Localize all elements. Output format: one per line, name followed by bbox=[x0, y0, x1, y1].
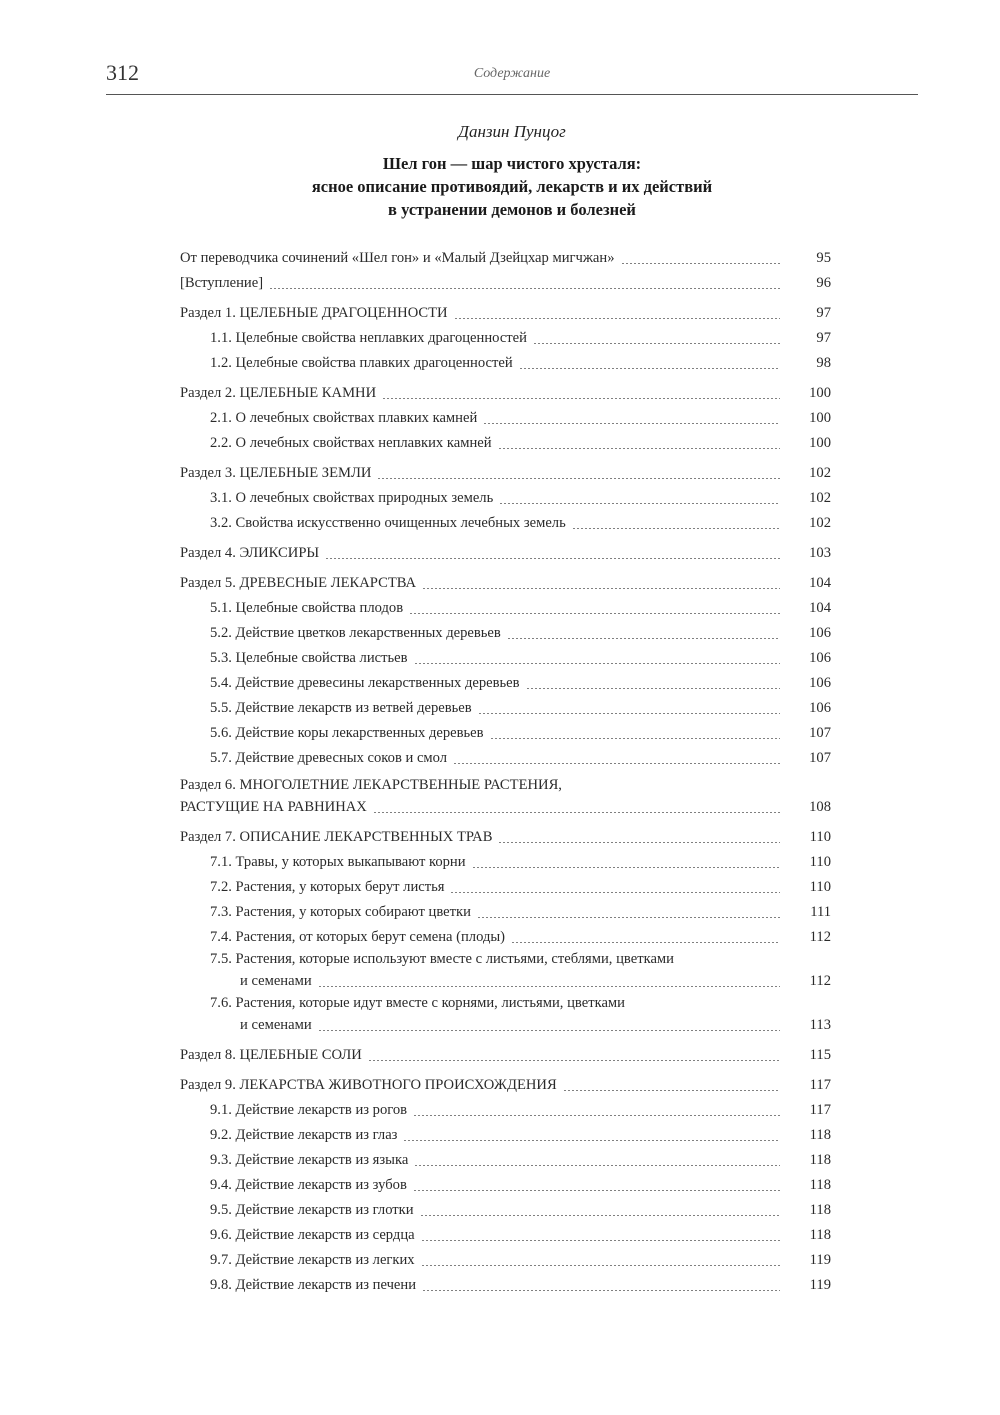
toc-entry-title: 2.1. О лечебных свойствах плавких камней bbox=[210, 410, 478, 426]
toc-entry-page: 106 bbox=[809, 625, 831, 641]
dot-leader bbox=[499, 503, 780, 504]
toc-subsection bbox=[180, 1148, 831, 1173]
toc-subsection bbox=[180, 1223, 831, 1248]
toc-entry-page: 102 bbox=[809, 515, 831, 531]
toc-entry-page: 100 bbox=[809, 410, 831, 426]
toc-subsection bbox=[180, 486, 831, 511]
toc-entry-title: 2.2. О лечебных свойствах неплавких камней bbox=[210, 435, 492, 451]
toc-entry-page: 100 bbox=[809, 385, 831, 401]
dot-leader bbox=[269, 288, 780, 289]
toc-section bbox=[180, 776, 831, 820]
toc-section bbox=[180, 461, 831, 486]
toc-entry-title: 9.1. Действие лекарств из рогов bbox=[210, 1102, 408, 1118]
toc-entry-page: 97 bbox=[816, 330, 831, 346]
dot-leader bbox=[414, 1165, 780, 1166]
toc-subsection bbox=[180, 406, 831, 431]
toc-subsection bbox=[180, 646, 831, 671]
toc-subsection bbox=[180, 1198, 831, 1223]
dot-leader bbox=[373, 812, 780, 813]
toc-entry-page: 113 bbox=[809, 1017, 831, 1033]
dot-leader bbox=[490, 738, 780, 739]
title-line-1: Шел гон — шар чистого хрусталя: bbox=[382, 154, 642, 173]
toc-entry-title: 9.3. Действие лекарств из языка bbox=[210, 1152, 409, 1168]
toc-entry-title-line2: и семенами bbox=[240, 1017, 312, 1033]
dot-leader bbox=[498, 842, 780, 843]
toc-entry-page: 104 bbox=[809, 575, 831, 591]
dot-leader bbox=[420, 1215, 780, 1216]
toc-entry-title: 7.1. Травы, у которых выкапывают корни bbox=[210, 854, 466, 870]
toc-section bbox=[180, 825, 831, 850]
dot-leader bbox=[519, 368, 780, 369]
toc-entry-title: 5.5. Действие лекарств из ветвей деревьев bbox=[210, 700, 472, 716]
dot-leader bbox=[422, 1290, 780, 1291]
toc-entry-page: 118 bbox=[809, 1202, 831, 1218]
toc-entry-title: 3.2. Свойства искусственно очищенных лечебных земель bbox=[210, 515, 566, 531]
page-number: 312 bbox=[106, 60, 139, 85]
toc-entry-title: 5.6. Действие коры лекарственных деревьев bbox=[210, 725, 484, 741]
dot-leader bbox=[413, 1115, 780, 1116]
dot-leader bbox=[413, 1190, 780, 1191]
toc-entry-page: 106 bbox=[809, 650, 831, 666]
toc-entry-page: 106 bbox=[809, 675, 831, 691]
toc-entry-page: 106 bbox=[809, 700, 831, 716]
dot-leader bbox=[422, 588, 780, 589]
toc-entry-title: Раздел 3. ЦЕЛЕБНЫЕ ЗЕМЛИ bbox=[180, 465, 372, 481]
toc-entry-page: 103 bbox=[809, 545, 831, 561]
toc-subsection bbox=[180, 850, 831, 875]
running-head: Содержание bbox=[473, 66, 551, 81]
toc-entry-title: 9.7. Действие лекарств из легких bbox=[210, 1252, 415, 1268]
toc-entry-title: 5.4. Действие древесины лекарственных деревьев bbox=[210, 675, 520, 691]
toc-subsection bbox=[180, 431, 831, 456]
toc-subsection bbox=[180, 1123, 831, 1148]
toc-subsection bbox=[180, 696, 831, 721]
toc-entry-page: 96 bbox=[816, 275, 831, 291]
title-line-3: в устранении демонов и болезней bbox=[388, 200, 636, 219]
dot-leader bbox=[421, 1265, 780, 1266]
toc-entry-title: 5.3. Целебные свойства листьев bbox=[210, 650, 408, 666]
dot-leader bbox=[483, 423, 780, 424]
toc-entry-title: 1.2. Целебные свойства плавких драгоценностей bbox=[210, 355, 513, 371]
dot-leader bbox=[526, 688, 780, 689]
toc-section bbox=[180, 541, 831, 566]
dot-leader bbox=[454, 318, 780, 319]
toc-entry-title: 1.1. Целебные свойства неплавких драгоценностей bbox=[210, 330, 527, 346]
toc-entry-title: 9.6. Действие лекарств из сердца bbox=[210, 1227, 415, 1243]
toc-entry-title: Раздел 8. ЦЕЛЕБНЫЕ СОЛИ bbox=[180, 1047, 362, 1063]
toc-entry-title: 9.4. Действие лекарств из зубов bbox=[210, 1177, 407, 1193]
toc-subsection bbox=[180, 875, 831, 900]
toc-entry-page: 110 bbox=[809, 854, 831, 870]
toc-entry-title: 5.7. Действие древесных соков и смол bbox=[210, 750, 448, 766]
toc-entry-title-line1: Раздел 6. МНОГОЛЕТНИЕ ЛЕКАРСТВЕННЫЕ РАСТЕНИЯ, bbox=[180, 777, 562, 793]
toc-entry bbox=[180, 271, 831, 296]
toc-entry-page: 119 bbox=[809, 1252, 831, 1268]
dot-leader bbox=[377, 478, 780, 479]
title-line-2: ясное описание противоядий, лекарств и их действий bbox=[311, 177, 713, 196]
toc-entry-page: 102 bbox=[809, 465, 831, 481]
dot-leader bbox=[368, 1060, 780, 1061]
toc-entry-title: Раздел 5. ДРЕВЕСНЫЕ ЛЕКАРСТВА bbox=[180, 575, 417, 591]
toc-entry-page: 118 bbox=[809, 1177, 831, 1193]
toc-subsection bbox=[180, 1273, 831, 1298]
toc-subsection bbox=[180, 326, 831, 351]
toc-subsection bbox=[180, 925, 831, 950]
toc-entry-title-line1: 7.5. Растения, которые используют вместе с листьями, стеблями, цветками bbox=[210, 951, 674, 967]
dot-leader bbox=[318, 986, 780, 987]
toc-subsection bbox=[180, 1173, 831, 1198]
toc-entry-title: Раздел 4. ЭЛИКСИРЫ bbox=[180, 545, 320, 561]
toc-entry-page: 104 bbox=[809, 600, 831, 616]
toc-entry-title: 3.1. О лечебных свойствах природных земель bbox=[210, 490, 494, 506]
toc-section bbox=[180, 301, 831, 326]
toc-entry-page: 102 bbox=[809, 490, 831, 506]
toc-entry-title: [Вступление] bbox=[180, 275, 264, 291]
dot-leader bbox=[409, 613, 780, 614]
dot-leader bbox=[453, 763, 780, 764]
toc-subsection bbox=[180, 596, 831, 621]
toc-entry-title-line2: и семенами bbox=[240, 973, 312, 989]
toc-subsection bbox=[180, 511, 831, 536]
toc-entry-page: 119 bbox=[809, 1277, 831, 1293]
toc-section bbox=[180, 571, 831, 596]
toc-entry-page: 118 bbox=[809, 1227, 831, 1243]
toc-subsection bbox=[180, 621, 831, 646]
toc-entry-page: 115 bbox=[809, 1047, 831, 1063]
toc-entry-page: 98 bbox=[816, 355, 831, 371]
toc-entry-page: 107 bbox=[809, 725, 831, 741]
toc-entry-page: 118 bbox=[809, 1152, 831, 1168]
toc-entry-title: 7.3. Растения, у которых собирают цветки bbox=[210, 904, 471, 920]
toc-entry-title: Раздел 1. ЦЕЛЕБНЫЕ ДРАГОЦЕННОСТИ bbox=[180, 305, 448, 321]
toc-entry-page: 110 bbox=[809, 879, 831, 895]
toc-entry-title: 9.2. Действие лекарств из глаз bbox=[210, 1127, 398, 1143]
dot-leader bbox=[421, 1240, 780, 1241]
toc-entry-page: 110 bbox=[809, 829, 831, 845]
toc-subsection bbox=[180, 721, 831, 746]
table-of-contents bbox=[180, 246, 831, 1298]
toc-subsection bbox=[180, 1248, 831, 1273]
toc-entry-page: 117 bbox=[809, 1102, 831, 1118]
toc-entry-page: 97 bbox=[816, 305, 831, 321]
toc-section bbox=[180, 381, 831, 406]
dot-leader bbox=[563, 1090, 780, 1091]
toc-entry-title-line1: 7.6. Растения, которые идут вместе с корнями, листьями, цветками bbox=[210, 995, 625, 1011]
toc-entry-title: 5.2. Действие цветков лекарственных деревьев bbox=[210, 625, 501, 641]
toc-entry-page: 112 bbox=[809, 929, 831, 945]
dot-leader bbox=[450, 892, 780, 893]
dot-leader bbox=[478, 713, 780, 714]
dot-leader bbox=[621, 263, 780, 264]
toc-entry-page: 108 bbox=[809, 799, 831, 815]
toc-entry-title-line2: РАСТУЩИЕ НА РАВНИНАХ bbox=[180, 799, 367, 815]
toc-entry-page: 95 bbox=[816, 250, 831, 266]
toc-entry-page: 117 bbox=[809, 1077, 831, 1093]
dot-leader bbox=[507, 638, 780, 639]
toc-entry-title: 9.5. Действие лекарств из глотки bbox=[210, 1202, 414, 1218]
toc-entry-page: 111 bbox=[810, 904, 831, 920]
title-block bbox=[106, 122, 918, 221]
toc-subsection bbox=[180, 351, 831, 376]
toc-subsection bbox=[180, 900, 831, 925]
dot-leader bbox=[477, 917, 780, 918]
toc-section bbox=[180, 1073, 831, 1098]
toc-entry-title: 7.4. Растения, от которых берут семена (плоды) bbox=[210, 929, 506, 945]
toc-entry-page: 107 bbox=[809, 750, 831, 766]
dot-leader bbox=[414, 663, 780, 664]
dot-leader bbox=[403, 1140, 780, 1141]
dot-leader bbox=[325, 558, 780, 559]
toc-subsection bbox=[180, 671, 831, 696]
toc-entry-title: 5.1. Целебные свойства плодов bbox=[210, 600, 404, 616]
toc-entry-page: 112 bbox=[809, 973, 831, 989]
dot-leader bbox=[472, 867, 780, 868]
toc-subsection bbox=[180, 746, 831, 771]
toc-entry-title: Раздел 9. ЛЕКАРСТВА ЖИВОТНОГО ПРОИСХОЖДЕНИЯ bbox=[180, 1077, 557, 1093]
dot-leader bbox=[533, 343, 780, 344]
toc-entry-title: 7.2. Растения, у которых берут листья bbox=[210, 879, 445, 895]
toc-subsection bbox=[180, 1098, 831, 1123]
toc-subsection bbox=[180, 950, 831, 994]
toc-entry-title: 9.8. Действие лекарств из печени bbox=[210, 1277, 417, 1293]
toc-subsection bbox=[180, 994, 831, 1038]
toc-entry bbox=[180, 246, 831, 271]
dot-leader bbox=[572, 528, 780, 529]
dot-leader bbox=[511, 942, 780, 943]
toc-entry-page: 100 bbox=[809, 435, 831, 451]
toc-entry-title: Раздел 7. ОПИСАНИЕ ЛЕКАРСТВЕННЫХ ТРАВ bbox=[180, 829, 493, 845]
author: Данзин Пунцог bbox=[458, 122, 566, 141]
dot-leader bbox=[498, 448, 780, 449]
toc-entry-title: От переводчика сочинений «Шел гон» и «Малый Дзейцхар мигчжан» bbox=[180, 250, 615, 266]
toc-entry-title: Раздел 2. ЦЕЛЕБНЫЕ КАМНИ bbox=[180, 385, 377, 401]
page-header bbox=[106, 60, 918, 95]
toc-section bbox=[180, 1043, 831, 1068]
toc-entry-page: 118 bbox=[809, 1127, 831, 1143]
dot-leader bbox=[382, 398, 780, 399]
dot-leader bbox=[318, 1030, 780, 1031]
